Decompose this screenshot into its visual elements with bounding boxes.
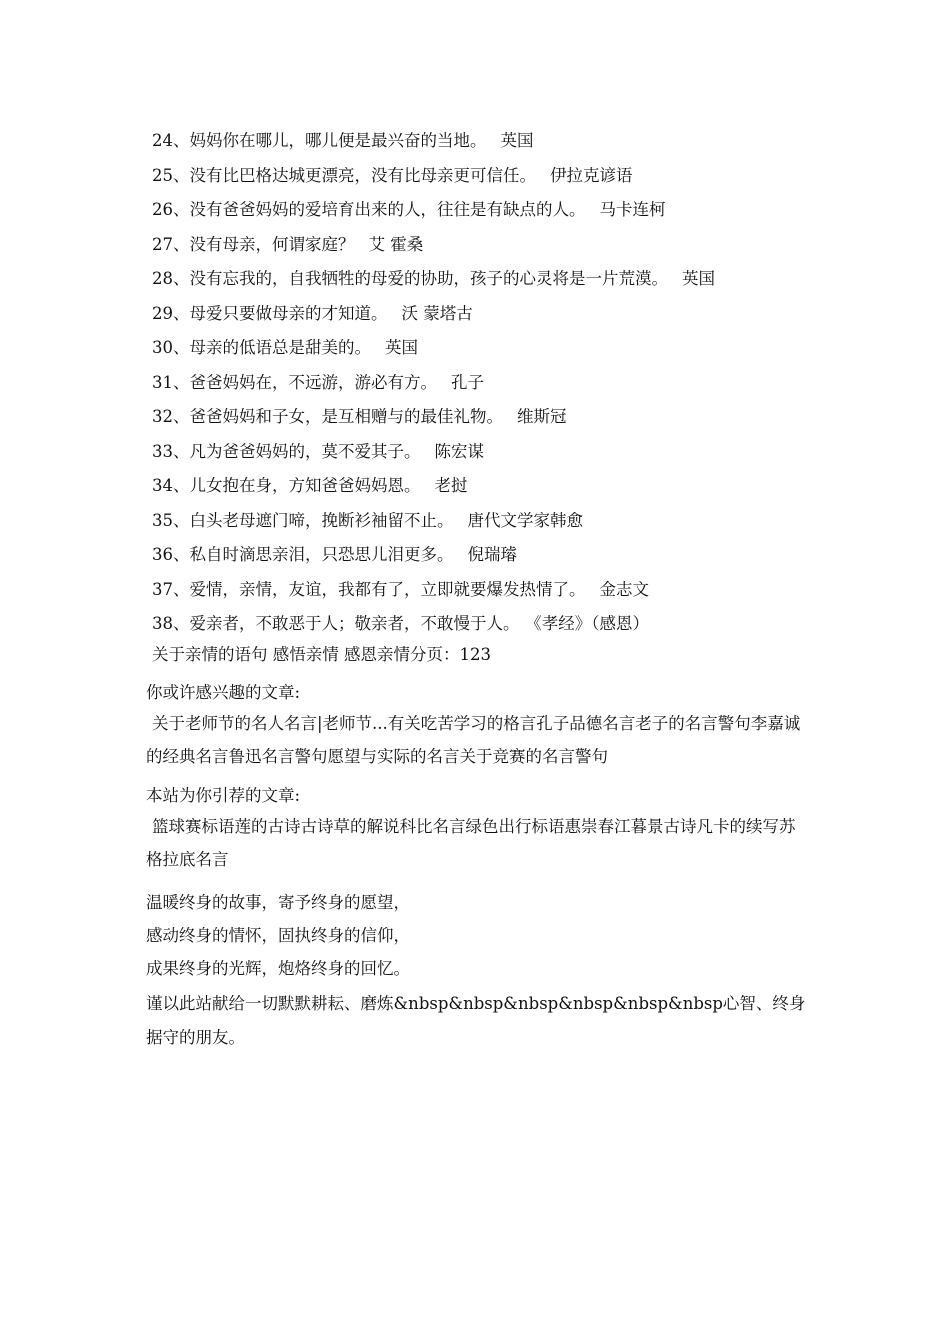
quote-item bbox=[152, 262, 832, 297]
quote-source: 老挝 bbox=[434, 476, 468, 495]
quote-item bbox=[152, 607, 832, 642]
poem-line: 成果终身的光辉，炮烙终身的回忆。 bbox=[146, 959, 410, 978]
quote-source: 孔子 bbox=[451, 372, 484, 392]
quote-text: 28、没有忘我的，自我牺牲的母爱的协助，孩子的心灵将是一片荒漠。 bbox=[152, 269, 668, 288]
quote-source: 英国 bbox=[500, 131, 534, 150]
quote-source: 沃 蒙塔古 bbox=[401, 303, 473, 323]
quote-text: 36、私自时滴思亲泪，只恐思儿泪更多。 bbox=[152, 545, 454, 564]
quote-item bbox=[152, 504, 832, 539]
quote-item bbox=[152, 228, 832, 263]
quote-text: 35、白头老母遮门啼，挽断衫袖留不止。 bbox=[152, 510, 454, 530]
quote-list bbox=[152, 124, 832, 642]
quote-item bbox=[152, 297, 832, 332]
quote-source: 《孝经》（感恩） bbox=[533, 614, 649, 633]
quote-item bbox=[152, 193, 832, 228]
quote-text: 31、爸爸妈妈在，不远游，游必有方。 bbox=[152, 372, 437, 392]
quote-item bbox=[152, 469, 832, 504]
quote-text: 38、爱亲者，不敢恶于人；敬亲者，不敢慢于人。 bbox=[152, 614, 520, 633]
quote-source: 英国 bbox=[385, 338, 418, 357]
quote-text: 33、凡为爸爸妈妈的，莫不爱其子。 bbox=[152, 441, 421, 461]
quote-item bbox=[152, 331, 832, 366]
recommend-links[interactable]: 篮球赛标语莲的古诗古诗草的解说科比名言绿色出行标语惠崇春江暮景古诗凡卡的续写苏格拉底名言 bbox=[146, 817, 796, 869]
pagination-line[interactable]: 关于亲情的语句 感悟亲情 感恩亲情分页：123 bbox=[152, 645, 491, 664]
interest-heading: 你或许感兴趣的文章: bbox=[146, 683, 301, 702]
interest-section bbox=[146, 679, 808, 773]
quote-source: 维斯冠 bbox=[517, 407, 567, 426]
quote-item bbox=[152, 538, 832, 573]
quote-text: 32、爸爸妈妈和子女，是互相赠与的最佳礼物。 bbox=[152, 407, 503, 426]
quote-source: 艾 霍桑 bbox=[368, 234, 424, 254]
quote-text: 27、没有母亲，何谓家庭？ bbox=[152, 234, 355, 254]
quote-item bbox=[152, 366, 832, 401]
poem bbox=[146, 886, 808, 985]
recommend-section bbox=[146, 782, 808, 876]
quote-item bbox=[152, 573, 832, 608]
poem-line: 感动终身的情怀，固执终身的信仰， bbox=[146, 926, 410, 945]
quote-source: 金志文 bbox=[599, 579, 649, 599]
quote-text: 26、没有爸爸妈妈的爱培育出来的人，往往是有缺点的人。 bbox=[152, 200, 586, 219]
quote-item bbox=[152, 124, 832, 159]
interest-links[interactable]: 关于老师节的名人名言|老师节...有关吃苦学习的格言孔子品德名言老子的名言警句李嘉诚的经典名言鲁迅名言警句愿望与实际的名言关于竞赛的名言警句 bbox=[146, 714, 801, 766]
closing-dedication: 谨以此站献给一切默默耕耘、磨炼&nbsp&nbsp&nbsp&nbsp&nbsp&nbsp心智、终身据守的朋友。 bbox=[146, 994, 806, 1047]
quote-source: 伊拉克谚语 bbox=[550, 165, 633, 185]
recommend-heading: 本站为你引荐的文章: bbox=[146, 786, 301, 805]
quote-text: 25、没有比巴格达城更漂亮，没有比母亲更可信任。 bbox=[152, 165, 536, 185]
quote-source: 唐代文学家韩愈 bbox=[467, 510, 583, 530]
quote-text: 29、母爱只要做母亲的才知道。 bbox=[152, 303, 388, 323]
quote-text: 34、儿女抱在身，方知爸爸妈妈恩。 bbox=[152, 476, 421, 495]
quote-source: 陈宏谋 bbox=[434, 441, 484, 461]
quote-source: 倪瑞璿 bbox=[467, 545, 517, 564]
quote-source: 英国 bbox=[682, 269, 715, 288]
quote-text: 37、爱情，亲情，友谊，我都有了，立即就要爆发热情了。 bbox=[152, 579, 586, 599]
quote-text: 24、妈妈你在哪儿，哪儿便是最兴奋的当地。 bbox=[152, 131, 487, 150]
quote-text: 30、母亲的低语总是甜美的。 bbox=[152, 338, 371, 357]
quote-source: 马卡连柯 bbox=[599, 200, 666, 219]
poem-line: 温暖终身的故事，寄予终身的愿望， bbox=[146, 893, 410, 912]
quote-item bbox=[152, 400, 832, 435]
quote-item bbox=[152, 435, 832, 470]
quote-item bbox=[152, 159, 832, 194]
